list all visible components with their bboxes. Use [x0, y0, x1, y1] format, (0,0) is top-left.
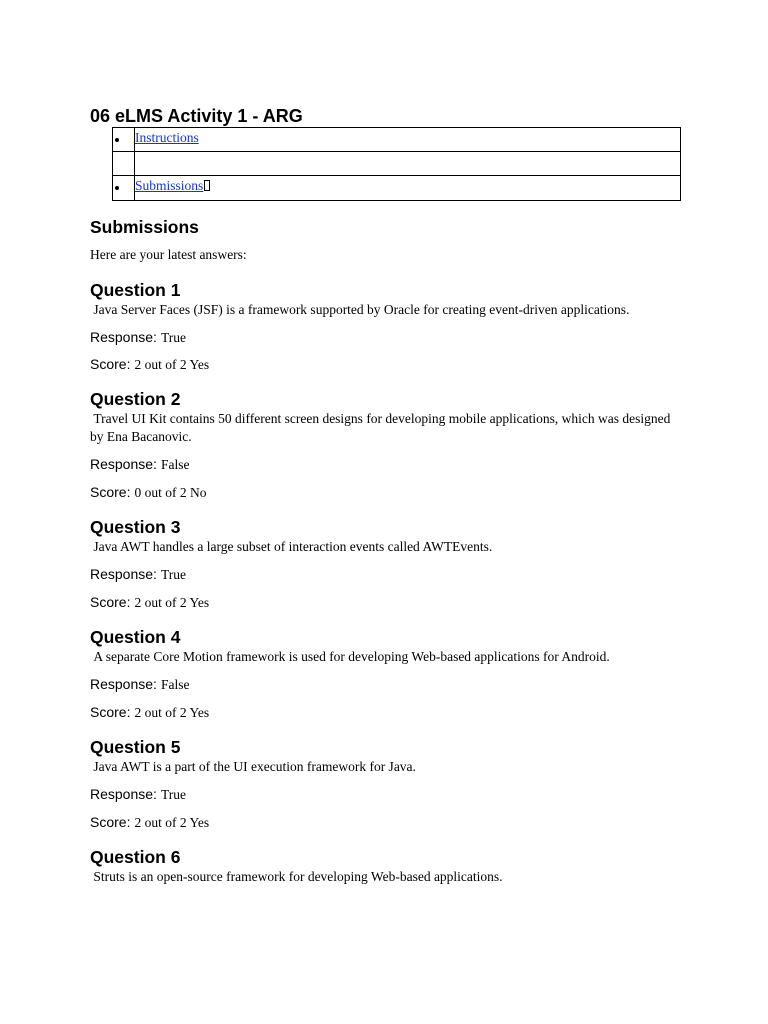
response-label: Response: [90, 676, 157, 692]
question-text: A separate Core Motion framework is used for developing Web-based applications for Android. [90, 649, 610, 664]
submissions-link[interactable]: Submissions [135, 178, 204, 193]
page-title: 06 eLMS Activity 1 - ARG [90, 106, 303, 126]
box-icon [204, 180, 210, 191]
response-line [90, 784, 680, 804]
question-text: Struts is an open-source framework for developing Web-based applications. [90, 869, 503, 884]
score-value: 0 out of 2 No [134, 485, 207, 500]
score-line [90, 812, 680, 832]
question-text: Java AWT handles a large subset of interaction events called AWTEvents. [90, 539, 493, 554]
question-title: Question 5 [90, 737, 181, 757]
bullet-icon [113, 176, 135, 200]
response-label: Response: [90, 786, 157, 802]
instructions-link[interactable]: Instructions [135, 130, 199, 145]
question-title: Question 3 [90, 517, 181, 537]
question-block [90, 627, 680, 722]
response-value: False [160, 457, 190, 472]
question-text: Java AWT is a part of the UI execution framework for Java. [90, 759, 416, 774]
response-line [90, 327, 680, 347]
score-label: Score: [90, 814, 131, 830]
score-value: 2 out of 2 Yes [134, 595, 210, 610]
bullet-icon [113, 128, 135, 151]
score-line [90, 482, 680, 502]
score-line [90, 592, 680, 612]
score-label: Score: [90, 484, 131, 500]
response-line [90, 674, 680, 694]
response-value: True [160, 567, 186, 582]
nav-item-submissions [113, 176, 680, 200]
score-value: 2 out of 2 Yes [134, 815, 210, 830]
question-title: Question 6 [90, 847, 181, 867]
score-label: Score: [90, 704, 131, 720]
response-value: True [160, 787, 186, 802]
nav-spacer-row [113, 152, 680, 176]
response-value: False [160, 677, 190, 692]
question-text: Travel UI Kit contains 50 different screen designs for developing mobile applications, which was designed by Ena Bacanovic. [90, 411, 674, 444]
question-block [90, 389, 680, 502]
question-block [90, 280, 680, 374]
question-title: Question 1 [90, 280, 181, 300]
response-line [90, 454, 680, 474]
submissions-heading: Submissions [90, 217, 199, 237]
response-label: Response: [90, 456, 157, 472]
nav-list [112, 127, 681, 201]
score-value: 2 out of 2 Yes [134, 705, 210, 720]
main-content [90, 104, 680, 886]
score-line [90, 702, 680, 722]
question-title: Question 4 [90, 627, 181, 647]
score-label: Score: [90, 594, 131, 610]
response-label: Response: [90, 329, 157, 345]
question-text: Java Server Faces (JSF) is a framework supported by Oracle for creating event-driven applications. [90, 302, 630, 317]
response-value: True [160, 330, 186, 345]
response-label: Response: [90, 566, 157, 582]
score-label: Score: [90, 356, 131, 372]
question-block [90, 517, 680, 612]
score-line [90, 354, 680, 374]
question-block [90, 847, 680, 886]
score-value: 2 out of 2 Yes [134, 357, 210, 372]
submissions-intro: Here are your latest answers: [90, 247, 247, 262]
nav-item-instructions [113, 128, 680, 152]
question-title: Question 2 [90, 389, 181, 409]
question-block [90, 737, 680, 832]
response-line [90, 564, 680, 584]
